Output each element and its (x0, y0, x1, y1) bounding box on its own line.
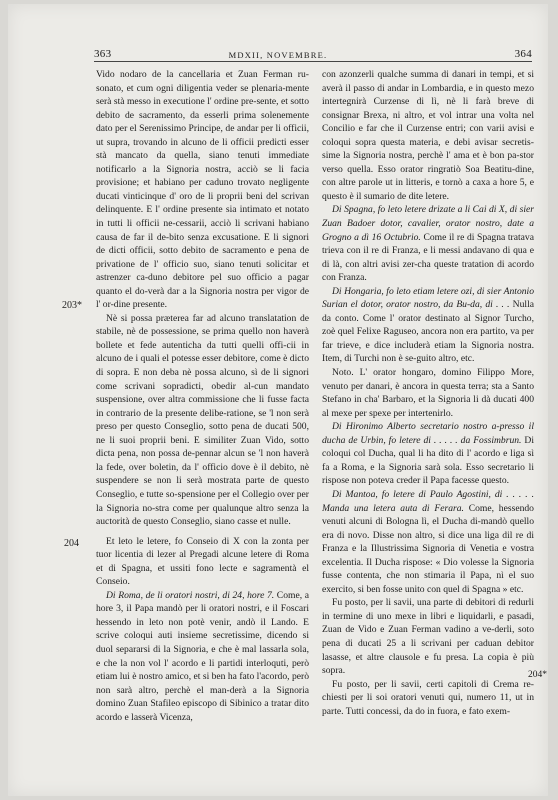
entry-text: Nulla da conto. Come l' orator destinato al Signor Turcho, zoè quel Felixe Raguseo, ancora non era partito, va per far trieve, e dice includerà etiam la Signoria nostra. Item, di Turchi non è se-guito altro, etc. (322, 299, 534, 365)
paragraph: Noto. L' orator hongaro, domino Filippo More, venuto per danari, è ancora in questa terra; sta a Santo Stefano in cha' Barbaro, et la Signoria li dà ducati 400 al mexe per spexe per intertenirlo. (322, 367, 534, 419)
entry-heading: Di Mantoa, fo letere di Paulo Agostini, di . . . . . Manda una letera auta di Ferara. (322, 488, 534, 514)
entry-text: Come il re di Spagna tratava trieva con il re di Franza, e li messi andavano di qua e di là, con altri avisi zer-cha queste tratation di acordo con Franza. (322, 231, 534, 284)
paragraph: Fu posto, per li savii, una parte di debitori di redurli in termine di uno mexe in libri e liquidarli, e pasadi, Zuan de Vido e Zuan Ferman vadino a ve-derli, soto pena di ducati 25 a li scrivani per caduan debitor lasasse, et altre clausole e fu presa. La copia è più sopra. (322, 597, 534, 677)
entry-heading: Di Spagna, fo leto letere drizate a li Cai di X, di sier Zuan Badoer dotor, cavalier, orator nostro, date a Grogno a dì 16 Octubrio. (322, 204, 534, 243)
paragraph: Fu posto, per li savii, certi capitoli di Crema re-chiesti per li soi oratori venuti qui, numero 11, ut in parte. Tutti concessi, da do in fuora, e fato exem- (322, 678, 534, 717)
paragraph (322, 420, 534, 488)
margin-number-203: 203* (62, 300, 82, 311)
entry-heading: Di Hongaria, fo leto etiam letere ozi, di sier Antonio Surian el dotor, orator nostro, da Bu-da, di . . . (322, 285, 534, 311)
paragraph (322, 488, 534, 596)
right-page-number: 364 (514, 48, 532, 60)
entry-text: Come, hessendo venuti alcuni di Bologna lì, el Ducha di-mandò quello era di novo. Disse non altro, si dice una liga dil re di Franza e la Illustrissima Signoria di Venetia e vostra excelentia. Il Ducha rispose: « Dio volesse la Signoria fusse contenta, che non stimaria il Papa, nì el suo exercito, si ben fosse unito con quel di Spagna » etc. (322, 502, 534, 595)
entry-heading: Di Roma, de li oratori nostri, di 24, hore 7. (106, 589, 275, 601)
paragraph: Et leto le letere, fo Conseio di X con la zonta per tuor licentia di lezer al Pregadi alcune letere di Roma et di Spagna, et ussiti fono lecte e sagramentà el Conseio. (96, 535, 309, 588)
entry-text: Di coloqui col Ducha, qual li ha dito di l' acordo e liga sì fa a Roma, e la Signoria sarà sola. Esso secretario li rispose non poteva creder il Papa facesse questo. (322, 434, 534, 487)
margin-number-204-star: 204* (528, 670, 547, 680)
entry-text: Come, a hore 3, il Papa mandò per li oratori nostri, e il Foscari hessendo in leto non potè venir, andò il Lando. E scrive coloqui auti insieme secretissime, dicendo si duol separarsi di la Signoria, e che è mal lassarla sola, e che la non vol l' acordo e li partidi interloquti, però etiam lui è nostro amico, et si ben ha fato l'acordo, però non sarà altro, perchè el man-derà a la Signoria domino Zuan Stafileo episcopo di Sibinico a tratar dito acordo e lasserà Vicenza, (96, 589, 309, 723)
left-page-number: 363 (94, 48, 112, 60)
header-rule (94, 61, 532, 62)
left-column (96, 68, 309, 788)
entry-heading: Di Hironimo Alberto secretario nostro a-presso il ducha de Urbin, fo letere di . . . . . da Fossimbrun. (322, 421, 534, 446)
paragraph: con azonzerli qualche summa di danari in tempi, et si averà il passo di andar in Lombardia, e in questo mezo intertegnirà Curzense di lì, nè li farà breve di consignar Brexa, ni altro, et vol intrar una volta nel Concilio e far che il Curzense entri; con varii avisi e coloqui sopra questa materia, e debi avisar secretis-sime la Signoria nostra, perchè l' ama et è bon pa-stor verso quella. Esso orator ringratiò Soa Beatitu-dine, con altre parole ut in litteris, e tornò a caxa a hore 5, e questo è il sumario de dite letere. (322, 69, 534, 202)
margin-number-204: 204 (64, 538, 79, 549)
running-title: MDXII, NOVEMBRE. (228, 50, 328, 60)
book-page (8, 4, 548, 796)
right-column (322, 68, 534, 788)
paragraph (322, 285, 534, 366)
paragraph (96, 589, 309, 724)
paragraph: Nè si possa præterea far ad alcuno translatation de stabile, nè de possessione, se prima quello non haverà bollete et fede autenticha da tutti quelli offi-cii in alcuno de i quali el potesse esser debitore, come è dicto di sopra. E non deba nè possa alcuno, sì de li signori come scrivani sopradicti, obedir al-cun mandato suspensione, over altra commissione che li fusse facta in contrario de la presente delibe-ratione, se 'l non serà preso per questo Conseglio, sotto pena de ducati 500, ne li suoi proprii beni. E similiter Zuan Vido, sotto dicta pena, non possa de-pennar alcun se 'l non haverà la fede, over boletin, da l' officio dove è il debito, nè suspendere se non li serà mostrata parte de questo Conseglio, e tutte so-spensione per el Collegio over per la Signoria no-stra come per qualunque altro senza la auctorità de questo Conseglio, siano casse et nulle. (96, 312, 309, 528)
paragraph: Vido nodaro de la cancellaria et Zuan Ferman ru-sonato, et cum ogni diligentia veder se plenaria-mente serà stà messo in executione l' ordine pre-sente, et sotto debito de sacramento, da esserli prima solenemente dato per el Serenissimo Principe, de andar per li officii, ut supra, trovando in alcuno de li officii predicti esser stà mancato da quella, siano tenuti immediate notificarlo a la Signoria nostra, acciò se li facia provisione; et habiano per caduno trovato negligente ducati vinticinque d' oro de li proprii beni del scrivan delinquente. E l' ordine presente sia intimato et notato in tutti li officii ne-cessarii, acciò li scrivani habiano causa de far il de-bito senza excusatione. E li signori de dicti officii, sotto debito de sacramento e pena de privatione de l' officio suo, siano tenuti solicitar et astrenzer ca-duno debitore pel suo officio a pagar quanto el do-verà dar a la Signoria nostra per vigor de l' or-dine presente. (96, 69, 309, 311)
paragraph (322, 203, 534, 284)
